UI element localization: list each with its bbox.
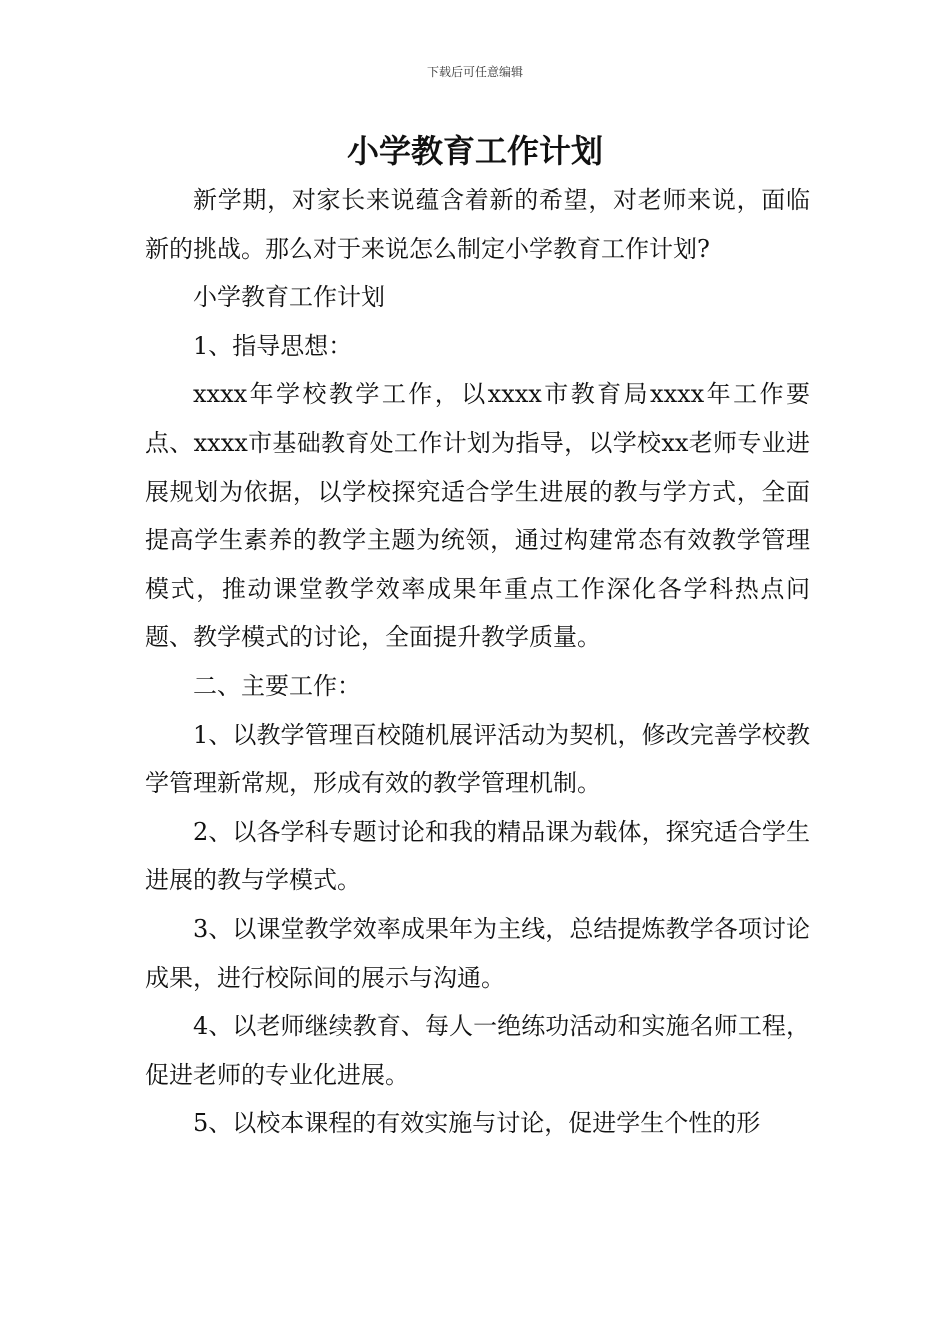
document-body <box>145 176 810 1148</box>
paragraph-subtitle: 小学教育工作计划 <box>193 283 385 312</box>
header-note: 下载后可任意编辑 <box>426 65 523 79</box>
document-title: 小学教育工作计划 <box>346 132 603 170</box>
list-item-work-3: 3、以课堂教学效率成果年为主线，总结提炼教学各项讨论成果，进行校际间的展示与沟通。 <box>145 914 810 992</box>
section-heading-main-work: 二、主要工作： <box>193 671 361 700</box>
paragraph-intro: 新学期，对家长来说蕴含着新的希望，对老师来说，面临新的挑战。那么对于来说怎么制定小学教育工作计划? <box>145 186 810 263</box>
paragraph-guiding-thought: xxxx年学校教学工作，以xxxx市教育局xxxx年工作要点、xxxx市基础教育处工作计划为指导，以学校xx老师专业进展规划为依据，以学校探究适合学生进展的教与学方式，全面提高学生素养的教学主题为统领，通过构建常态有效教学管理模式，推动课堂教学效率成果年重点工作深化各学科热点问题、教学模式的讨论，全面提升教学质量。 <box>145 380 810 652</box>
list-item-work-1: 1、以教学管理百校随机展评活动为契机，修改完善学校教学管理新常规，形成有效的教学管理机制。 <box>145 720 810 798</box>
list-item-work-4: 4、以老师继续教育、每人一绝练功活动和实施名师工程，促进老师的专业化进展。 <box>145 1012 810 1089</box>
section-heading-guiding-thought: 1、指导思想： <box>193 331 353 360</box>
list-item-work-5: 5、以校本课程的有效实施与讨论，促进学生个性的形 <box>193 1109 761 1138</box>
list-item-work-2: 2、以各学科专题讨论和我的精品课为载体，探究适合学生进展的教与学模式。 <box>145 817 810 895</box>
